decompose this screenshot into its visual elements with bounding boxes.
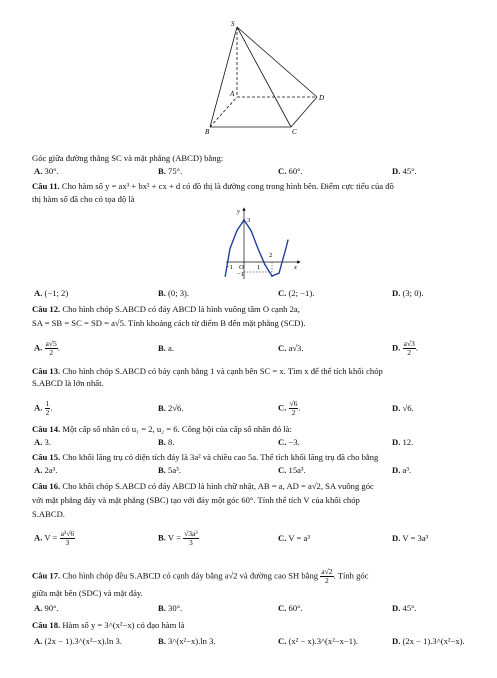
q17-c: 60°. — [288, 603, 303, 613]
q13-line2: S.ABCD là lớn nhất. — [32, 378, 104, 388]
q18-b-letter: B. — [158, 636, 166, 646]
q11-num: Câu 11. — [32, 181, 60, 191]
q11-d-letter: D. — [392, 288, 401, 298]
q10-b-letter: B. — [158, 166, 166, 176]
q10-stem: Góc giữa đường thẳng SC và mặt phẳng (ABCD) bằng: — [32, 153, 224, 163]
q11-b-letter: B. — [158, 288, 166, 298]
q16-num: Câu 16. — [32, 481, 61, 491]
label-C: C — [292, 128, 297, 136]
q18-a: (2x − 1).3^(x²−x).ln 3. — [44, 636, 122, 646]
q15-b: 5a³. — [168, 465, 181, 475]
q14-num: Câu 14. — [32, 424, 61, 434]
q13-c-letter: C. — [278, 402, 287, 413]
q14-a: 3. — [44, 437, 51, 447]
q17-c-letter: C. — [278, 603, 287, 613]
q11-text1: Cho hàm số y = ax³ + bx² + cx + d có đồ thị là đường cong trong hình bên. Điểm cực tiểu của đồ — [61, 181, 394, 191]
q12-line2: SA = SB = SC = SD = a√5. Tính khoảng cách từ điểm B đến mặt phẳng (SCD). — [32, 318, 306, 328]
q13-num: Câu 13. — [32, 366, 61, 376]
q18-b: 3^(x²−x).ln 3. — [168, 636, 216, 646]
tick-1: 1 — [257, 264, 261, 271]
tick-3: 3 — [247, 217, 251, 224]
q11-c-letter: C. — [278, 288, 287, 298]
q11-options — [32, 288, 482, 302]
origin-label: O — [239, 264, 244, 271]
q11-c: (2; −1). — [288, 288, 315, 298]
q14-d-letter: D. — [392, 437, 401, 447]
marked-point-0 — [243, 219, 245, 221]
q11-line1 — [32, 181, 483, 192]
q15-c: 15a³. — [288, 465, 306, 475]
q12-a-letter: A. — [34, 342, 43, 353]
q13-d-letter: D. — [392, 403, 401, 413]
q14-c-letter: C. — [278, 437, 287, 447]
q16-line2: với mặt phẳng đáy và mặt phẳng (SBC) tạo với đáy một góc 60°. Tính thể tích V của khối chóp — [32, 495, 360, 505]
q12-text1: Cho hình chóp S.ABCD có đáy ABCD là hình vuông tâm O cạnh 2a, — [62, 304, 300, 314]
q15-num: Câu 15. — [32, 452, 61, 462]
q17-line2: giữa mặt bên (SDC) và mặt đáy. — [32, 588, 143, 598]
q18-options — [32, 636, 482, 650]
q10-c-letter: C. — [278, 166, 287, 176]
q16-b-pre: V = — [167, 532, 181, 543]
q17-a-letter: A. — [34, 603, 43, 613]
q13-b: 2√6. — [168, 403, 184, 413]
q15-a: 2a³. — [44, 465, 58, 475]
q10-b: 75°. — [168, 166, 183, 176]
tick-2: 2 — [269, 252, 273, 259]
marked-point-1 — [271, 275, 273, 277]
q14-b-letter: B. — [158, 437, 166, 447]
q12-d-letter: D. — [392, 342, 401, 353]
tick-minus1-x: −1 — [226, 264, 233, 271]
q13-line1 — [32, 366, 483, 377]
q12-options: A. $\frac{a√5}{2}$ . B. a. C. a√3. D. $\frac{a√3}{2}$ . — [34, 339, 419, 357]
label-A: A — [230, 90, 235, 98]
q14-b: 8. — [168, 437, 175, 447]
q17-text1: Cho hình chóp đều S.ABCD có cạnh đáy bằng a√2 và đường cao SH bằng — [62, 570, 319, 581]
q18-a-letter: A. — [34, 636, 43, 646]
q10-a-letter: A. — [34, 166, 43, 176]
q18-d-letter: D. — [392, 636, 401, 646]
q16-a-frac: $\frac{\text{a³√6}}{3}$ — [60, 529, 75, 547]
q13-a-letter: A. — [34, 402, 43, 413]
q12-line1 — [32, 304, 483, 315]
q16-line3: S.ABCD. — [32, 509, 65, 519]
q16-text1: Cho khối chóp S.ABCD có đáy ABCD là hình chữ nhật, AB = a, AD = a√2, SA vuông góc — [62, 481, 374, 491]
q13-a-frac: $\frac{1}{2}$ — [45, 399, 50, 417]
q17-frac: $\frac{a√2}{2}$ — [321, 567, 333, 585]
q16-d: V = 3a³ — [402, 533, 429, 543]
q18-num: Câu 18. — [32, 620, 61, 630]
q17-num: Câu 17. — [32, 570, 61, 581]
q12-a-frac: $\frac{a√5}{2}$ — [45, 339, 57, 357]
q15-a-letter: A. — [34, 465, 43, 475]
pyramid-figure — [195, 18, 335, 140]
q15-d-letter: D. — [392, 465, 401, 475]
q13-text1: Cho hình chóp S.ABCD có bảy cạnh bằng 1 và cạnh bên SC = x. Tìm x để thể tích khối chóp — [62, 366, 383, 376]
q15-text: Cho khối lăng trụ có diện tích đáy là 3a² và chiều cao 5a. Thể tích khối lăng trụ đã cho bằng — [62, 452, 379, 462]
q16-line1 — [32, 481, 483, 492]
cubic-graph — [224, 205, 306, 281]
q11-b: (0; 3). — [168, 288, 190, 298]
q16-a-letter: A. — [34, 532, 43, 543]
q10-options — [32, 166, 482, 180]
q15-d: a³. — [402, 465, 412, 475]
q16-b-letter: B. — [158, 532, 166, 543]
q12-num: Câu 12. — [32, 304, 61, 314]
q18-d: (2x − 1).3^(x²−x). — [402, 636, 465, 646]
q16-d-letter: D. — [392, 533, 401, 543]
q10-d: 45°. — [402, 166, 417, 176]
q14-text: Một cấp số nhân có u₁ = 2, u₂ = 6. Công bội của cấp số nhân đó là: — [62, 424, 292, 434]
q12-c-letter: C. — [278, 343, 287, 353]
tick-minus1-y: −1 — [237, 271, 244, 278]
q16-c-letter: C. — [278, 533, 287, 543]
q16-a-pre: V = — [44, 532, 58, 543]
q13-options: A. $\frac{1}{2}$ . B. 2√6. C. $\frac{√6}{2}$ . D. √6. — [34, 399, 414, 417]
q12-b-letter: B. — [158, 343, 166, 353]
q17-options — [32, 603, 482, 617]
q13-b-letter: B. — [158, 403, 166, 413]
q10-c: 60°. — [288, 166, 303, 176]
q11-a: (−1; 2) — [44, 288, 69, 298]
q11-d: (3; 0). — [402, 288, 424, 298]
q17-d: 45°. — [402, 603, 417, 613]
q15-line1 — [32, 452, 483, 463]
q14-options — [32, 437, 482, 451]
q16-b-frac: $\frac{\text{√3a³}}{3}$ — [184, 529, 198, 547]
q18-line1 — [32, 620, 483, 631]
q13-d: √6. — [402, 403, 414, 413]
axis-x-label: x — [294, 264, 297, 271]
q14-c: −3. — [288, 437, 300, 447]
q12-d-frac: $\frac{a√3}{2}$ — [403, 339, 415, 357]
q16-options — [32, 526, 482, 550]
q18-c-letter: C. — [278, 636, 287, 646]
q17-line1 — [32, 568, 483, 585]
q14-line1 — [32, 424, 483, 435]
q17-a: 90°. — [44, 603, 59, 613]
q11-a-letter: A. — [34, 288, 43, 298]
label-S: S — [231, 20, 235, 28]
q16-c: V = a³ — [288, 533, 310, 543]
q17-b-letter: B. — [158, 603, 166, 613]
q17-text1-post: . Tính góc — [333, 570, 369, 581]
label-D: D — [319, 94, 325, 102]
q12-c: a√3. — [288, 343, 304, 353]
q14-a-letter: A. — [34, 437, 43, 447]
q17-d-letter: D. — [392, 603, 401, 613]
q13-c-frac: $\frac{√6}{2}$ — [289, 399, 298, 417]
label-B: B — [205, 128, 210, 136]
axis-y-label: y — [237, 208, 240, 215]
q10-a: 30°. — [44, 166, 59, 176]
q18-c: (x² − x).3^(x²−x−1). — [288, 636, 359, 646]
q15-b-letter: B. — [158, 465, 166, 475]
q15-c-letter: C. — [278, 465, 287, 475]
q14-d: 12. — [402, 437, 414, 447]
q10-d-letter: D. — [392, 166, 401, 176]
q18-text: Hàm số y = 3^(x²−x) có đạo hàm là — [62, 620, 185, 630]
q17-b: 30°. — [168, 603, 183, 613]
q15-options — [32, 465, 482, 479]
q12-b: a. — [168, 343, 175, 353]
q11-line2: thị hàm số đã cho có tọa độ là — [32, 194, 135, 204]
